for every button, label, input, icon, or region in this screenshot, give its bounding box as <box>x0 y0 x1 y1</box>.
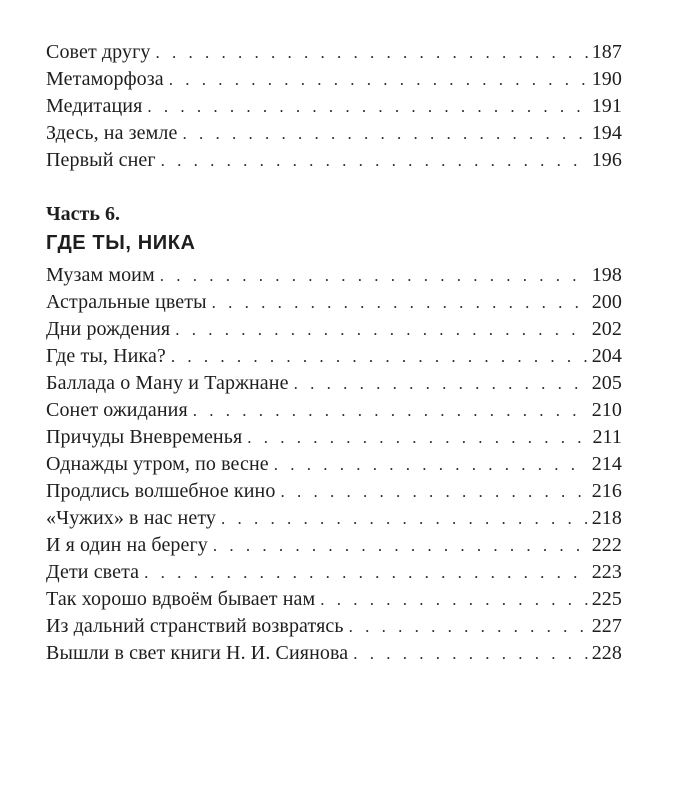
part-title: ГДЕ ТЫ, НИКА <box>46 232 196 254</box>
toc-entry <box>46 613 622 640</box>
toc-leader-dots <box>144 559 588 586</box>
toc-entry-page: 223 <box>591 561 622 583</box>
toc-entry-page: 198 <box>591 264 622 286</box>
toc-list-top <box>46 39 622 174</box>
toc-entry-page: 204 <box>591 345 622 367</box>
toc-leader-dots <box>280 478 587 505</box>
toc-entry-title: «Чужих» в нас нету <box>46 507 217 529</box>
toc-entry-page: 216 <box>591 480 622 502</box>
toc-entry-title: Продлись волшебное кино <box>46 480 276 502</box>
toc-entry-page: 200 <box>591 291 622 313</box>
toc-leader-dots <box>212 289 588 316</box>
toc-entry-page: 194 <box>591 122 622 144</box>
toc-entry-page: 214 <box>591 453 622 475</box>
toc-entry <box>46 559 622 586</box>
toc-entry-title: Дети света <box>46 561 140 583</box>
toc-entry-title: Так хорошо вдвоём бывает нам <box>46 588 316 610</box>
toc-list-part6 <box>46 262 622 667</box>
toc-entry-title: И я один на берегу <box>46 534 208 556</box>
toc-entry-title: Причуды Вневременья <box>46 426 243 448</box>
toc-entry <box>46 370 622 397</box>
toc-entry <box>46 147 622 174</box>
toc-leader-dots <box>274 451 588 478</box>
toc-entry-page: 187 <box>591 41 622 63</box>
toc-leader-dots <box>160 262 588 289</box>
toc-entry-page: 228 <box>591 642 622 664</box>
toc-entry <box>46 640 622 667</box>
toc-entry <box>46 424 622 451</box>
toc-entry-title: Совет другу <box>46 41 151 63</box>
toc-leader-dots <box>213 532 588 559</box>
toc-entry-page: 205 <box>591 372 622 394</box>
toc-entry <box>46 120 622 147</box>
toc-entry-page: 210 <box>591 399 622 421</box>
toc-leader-dots <box>320 586 587 613</box>
toc-entry-title: Первый снег <box>46 149 156 171</box>
toc-entry-page: 202 <box>591 318 622 340</box>
toc-leader-dots <box>169 66 588 93</box>
toc-entry-page: 191 <box>591 95 622 117</box>
toc-entry <box>46 343 622 370</box>
toc-entry <box>46 262 622 289</box>
toc-entry <box>46 289 622 316</box>
toc-entry-title: Сонет ожидания <box>46 399 188 421</box>
toc-entry-page: 225 <box>591 588 622 610</box>
toc-entry <box>46 93 622 120</box>
toc-entry <box>46 451 622 478</box>
toc-leader-dots <box>156 39 588 66</box>
toc-leader-dots <box>221 505 588 532</box>
toc-leader-dots <box>161 147 588 174</box>
toc-leader-dots <box>294 370 588 397</box>
toc-leader-dots <box>147 93 587 120</box>
toc-entry-title: Метаморфоза <box>46 68 164 90</box>
toc-leader-dots <box>353 640 587 667</box>
toc-entry-title: Вышли в свет книги Н. И. Сиянова <box>46 642 349 664</box>
toc-entry-page: 211 <box>592 426 622 448</box>
toc-entry-title: Дни рождения <box>46 318 171 340</box>
toc-entry <box>46 66 622 93</box>
toc-leader-dots <box>193 397 588 424</box>
toc-entry-page: 218 <box>591 507 622 529</box>
toc-leader-dots <box>349 613 588 640</box>
toc-entry-title: Музам моим <box>46 264 155 286</box>
part-label: Часть 6. <box>46 203 120 225</box>
toc-entry <box>46 397 622 424</box>
toc-leader-dots <box>182 120 587 147</box>
toc-leader-dots <box>175 316 587 343</box>
toc-leader-dots <box>247 424 588 451</box>
toc-entry <box>46 532 622 559</box>
toc-entry-title: Здесь, на земле <box>46 122 178 144</box>
toc-entry <box>46 505 622 532</box>
toc-entry-title: Медитация <box>46 95 143 117</box>
toc-entry <box>46 39 622 66</box>
toc-entry-page: 222 <box>591 534 622 556</box>
toc-entry <box>46 478 622 505</box>
toc-entry <box>46 316 622 343</box>
toc-entry-page: 196 <box>591 149 622 171</box>
toc-entry-page: 227 <box>591 615 622 637</box>
toc-entry-title: Астральные цветы <box>46 291 207 313</box>
toc-entry-title: Однажды утром, по весне <box>46 453 269 475</box>
toc-entry <box>46 586 622 613</box>
toc-entry-title: Баллада о Ману и Таржнане <box>46 372 289 394</box>
toc-entry-title: Где ты, Ника? <box>46 345 166 367</box>
toc-leader-dots <box>171 343 588 370</box>
toc-entry-title: Из дальний странствий возвратясь <box>46 615 344 637</box>
toc-entry-page: 190 <box>591 68 622 90</box>
